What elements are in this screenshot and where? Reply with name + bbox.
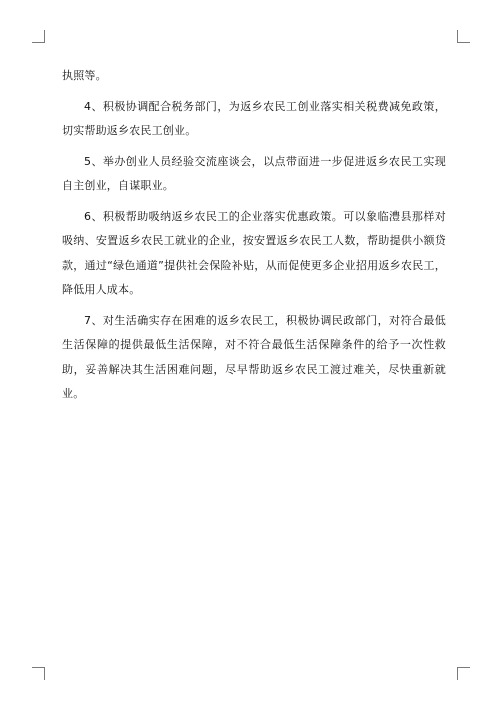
crop-mark-top-left: [32, 30, 45, 43]
paragraph-item-7: 7、对生活确实存在困难的返乡农民工，积极协调民政部门，对符合最低生活保障的提供最低生活保障，对不符合最低生活保障条件的给予一次性救助，妥善解决其生活困难问题，尽早帮助返乡农民工渡过难关，尽快重新就业。: [62, 313, 446, 400]
paragraph-item-4: 4、积极协调配合税务部门，为返乡农民工创业落实相关税费减免政策，切实帮助返乡农民工创业。: [62, 99, 446, 137]
paragraph-item-6: 6、积极帮助吸纳返乡农民工的企业落实优惠政策。可以象临澧县那样对吸纳、安置返乡农民工就业的企业，按安置返乡农民工人数，帮助提供小额贷款，通过“绿色通道”提供社会保险补贴，从而促使更多企业招用返乡农民工，降低用人成本。: [62, 209, 446, 296]
paragraph-continuation: 执照等。: [62, 69, 107, 82]
crop-mark-bottom-right: [457, 667, 470, 680]
crop-mark-top-right: [457, 30, 470, 43]
crop-mark-bottom-left: [32, 667, 45, 680]
document-body: [62, 64, 446, 413]
paragraph-item-5: 5、举办创业人员经验交流座谈会，以点带面进一步促进返乡农民工实现自主创业，自谋职业。: [62, 154, 446, 192]
